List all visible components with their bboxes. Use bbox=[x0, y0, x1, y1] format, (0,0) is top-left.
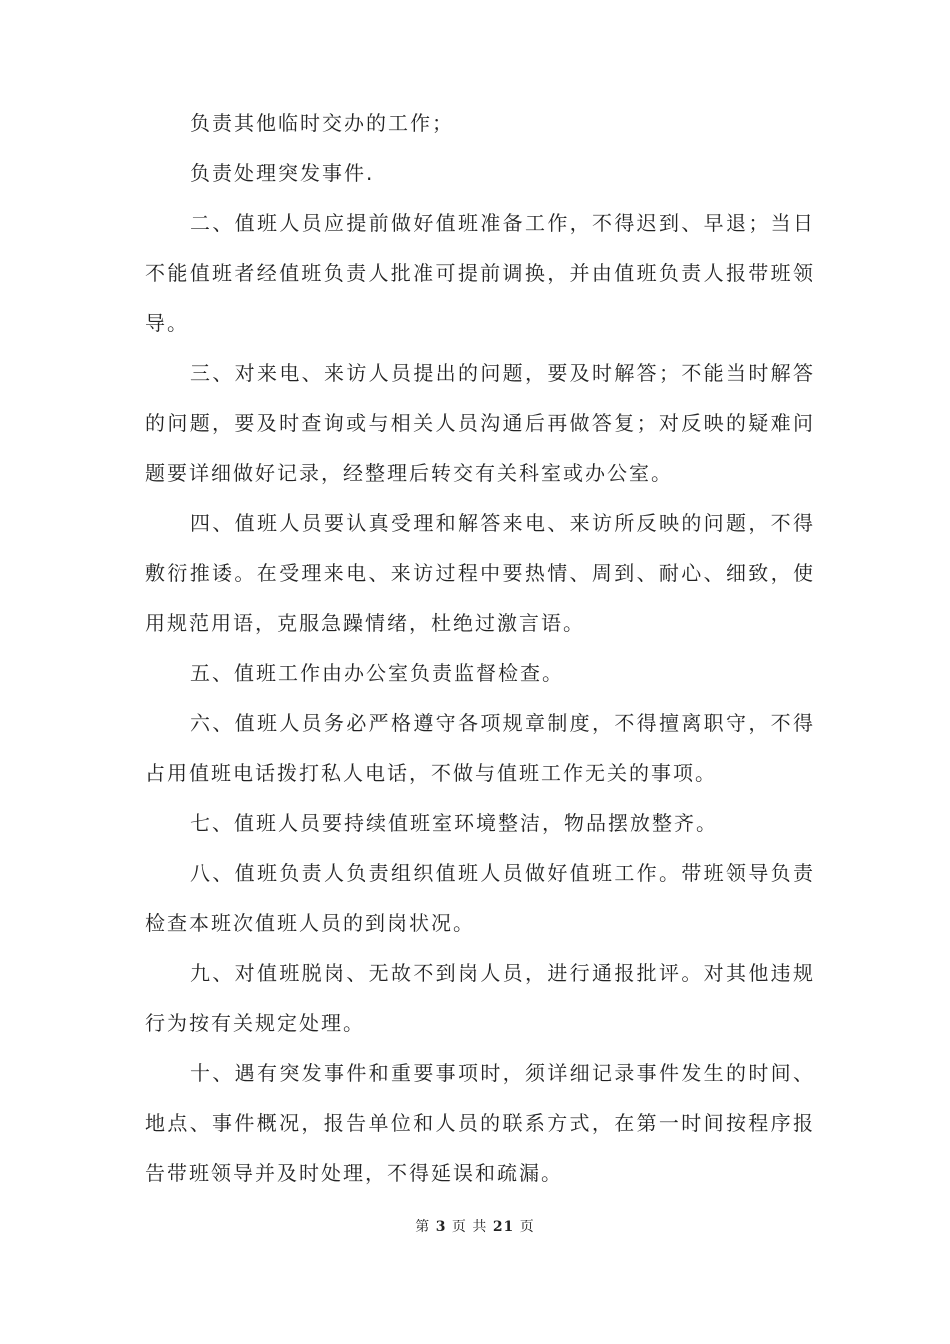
paragraph-1: 负责其他临时交办的工作； bbox=[190, 111, 454, 135]
footer-prefix: 第 bbox=[415, 1219, 431, 1235]
total-page-count: 21 bbox=[492, 1219, 515, 1235]
document-body bbox=[145, 98, 815, 1198]
paragraph-2: 负责处理突发事件. bbox=[190, 161, 375, 185]
current-page-number: 3 bbox=[435, 1219, 447, 1235]
footer-suffix: 页 bbox=[519, 1219, 535, 1235]
paragraph-9: 八、值班负责人负责组织值班人员做好值班工作。带班领导负责检查本班次值班人员的到岗状况。 bbox=[145, 861, 815, 935]
paragraph-7: 六、值班人员务必严格遵守各项规章制度，不得擅离职守，不得占用值班电话拨打私人电话，不做与值班工作无关的事项。 bbox=[145, 711, 815, 785]
paragraph-5: 四、值班人员要认真受理和解答来电、来访所反映的问题，不得敷衍推诿。在受理来电、来访过程中要热情、周到、耐心、细致，使用规范用语，克服急躁情绪，杜绝过激言语。 bbox=[145, 511, 815, 635]
paragraph-3: 二、值班人员应提前做好值班准备工作，不得迟到、早退；当日不能值班者经值班负责人批准可提前调换，并由值班负责人报带班领导。 bbox=[145, 211, 815, 335]
page-footer bbox=[0, 1216, 950, 1236]
paragraph-11: 十、遇有突发事件和重要事项时，须详细记录事件发生的时间、地点、事件概况，报告单位和人员的联系方式，在第一时间按程序报告带班领导并及时处理，不得延误和疏漏。 bbox=[145, 1061, 815, 1185]
paragraph-10: 九、对值班脱岗、无故不到岗人员，进行通报批评。对其他违规行为按有关规定处理。 bbox=[145, 961, 815, 1035]
paragraph-6: 五、值班工作由办公室负责监督检查。 bbox=[190, 661, 564, 685]
paragraph-8: 七、值班人员要持续值班室环境整洁，物品摆放整齐。 bbox=[190, 811, 718, 835]
paragraph-4: 三、对来电、来访人员提出的问题，要及时解答；不能当时解答的问题，要及时查询或与相关人员沟通后再做答复；对反映的疑难问题要详细做好记录，经整理后转交有关科室或办公室。 bbox=[145, 361, 815, 485]
footer-middle: 页 共 bbox=[451, 1219, 488, 1235]
